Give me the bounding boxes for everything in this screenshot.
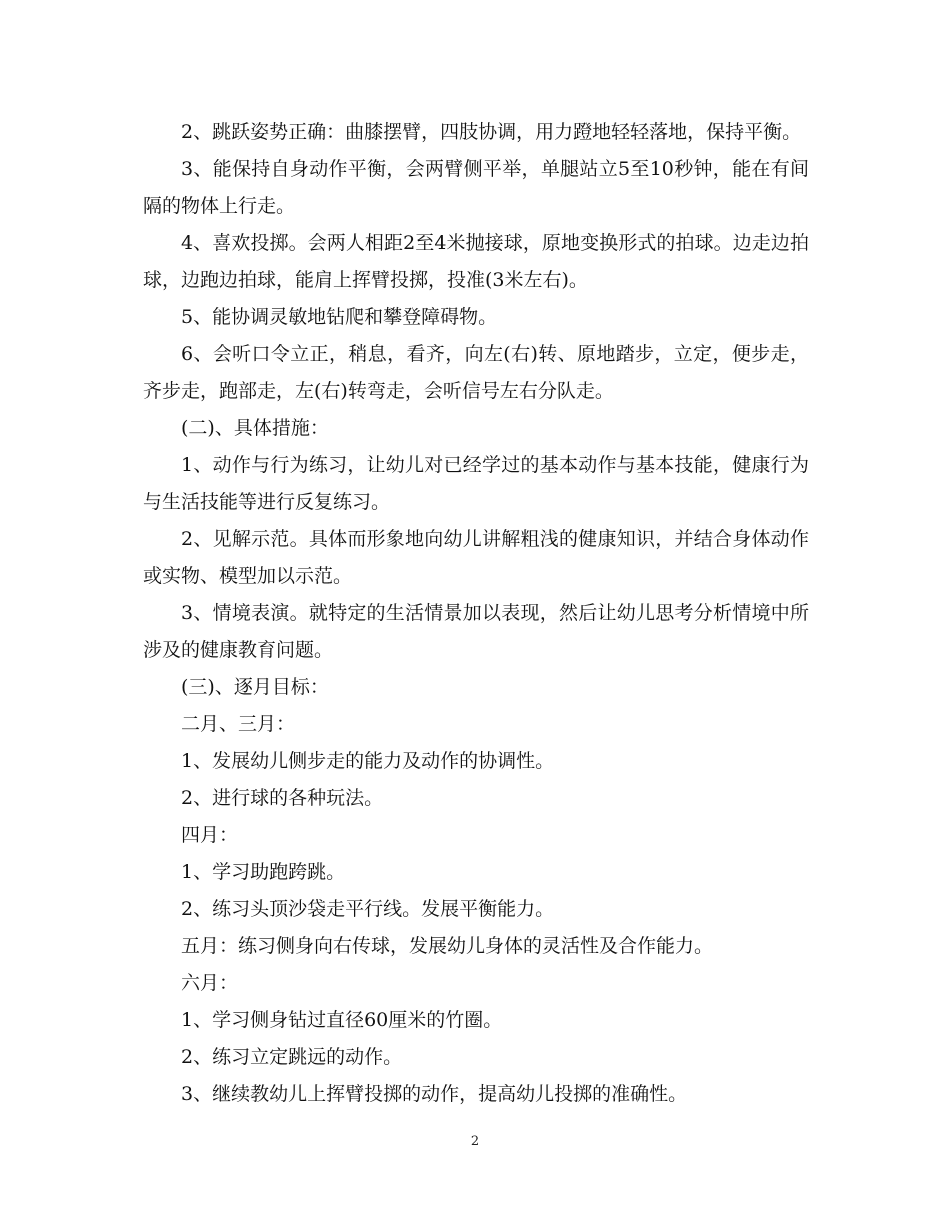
paragraph-jump-posture: 2、跳跃姿势正确：曲膝摆臂，四肢协调，用力蹬地轻轻落地，保持平衡。	[181, 121, 802, 143]
document-body	[143, 114, 809, 1113]
list-item: 1、发展幼儿侧步走的能力及动作的协调性。	[181, 750, 555, 772]
list-item: 1、学习侧身钻过直径60厘米的竹圈。	[181, 1009, 503, 1031]
list-item: 2、练习立定跳远的动作。	[181, 1046, 403, 1068]
heading-june: 六月：	[181, 972, 239, 994]
paragraph-may: 五月：练习侧身向右传球，发展幼儿身体的灵活性及合作能力。	[181, 935, 714, 957]
paragraph-crawling: 5、能协调灵敏地钻爬和攀登障碍物。	[181, 306, 498, 328]
paragraph-practice: 1、动作与行为练习，让幼儿对已经学过的基本动作与基本技能，健康行为与生活技能等进行反复练习。	[143, 454, 809, 513]
paragraph-throwing: 4、喜欢投掷。会两人相距2至4米抛接球，原地变换形式的拍球。边走边拍球，边跑边拍球，能肩上挥臂投掷，投准(3米左右)。	[143, 232, 809, 291]
heading-april: 四月：	[181, 824, 239, 846]
paragraph-balance: 3、能保持自身动作平衡，会两臂侧平举，单腿站立5至10秒钟，能在有间隔的物体上行走。	[143, 158, 809, 217]
heading-feb-mar: 二月、三月：	[181, 713, 296, 735]
paragraph-role-play: 3、情境表演。就特定的生活情景加以表现，然后让幼儿思考分析情境中所涉及的健康教育问题。	[143, 602, 809, 661]
list-item: 3、继续教幼儿上挥臂投掷的动作，提高幼儿投掷的准确性。	[181, 1083, 688, 1105]
heading-monthly-goals: (三)、逐月目标：	[181, 676, 329, 698]
list-item: 1、学习助跑跨跳。	[181, 861, 346, 883]
heading-measures: (二)、具体措施：	[181, 417, 329, 439]
page-number: 2	[470, 1134, 480, 1149]
list-item: 2、进行球的各种玩法。	[181, 787, 384, 809]
list-item: 2、练习头顶沙袋走平行线。发展平衡能力。	[181, 898, 555, 920]
paragraph-demonstration: 2、见解示范。具体而形象地向幼儿讲解粗浅的健康知识，并结合身体动作或实物、模型加以示范。	[143, 528, 809, 587]
paragraph-commands: 6、会听口令立正，稍息，看齐，向左(右)转、原地踏步，立定，便步走，齐步走，跑部走，左(右)转弯走，会听信号左右分队走。	[143, 343, 809, 402]
